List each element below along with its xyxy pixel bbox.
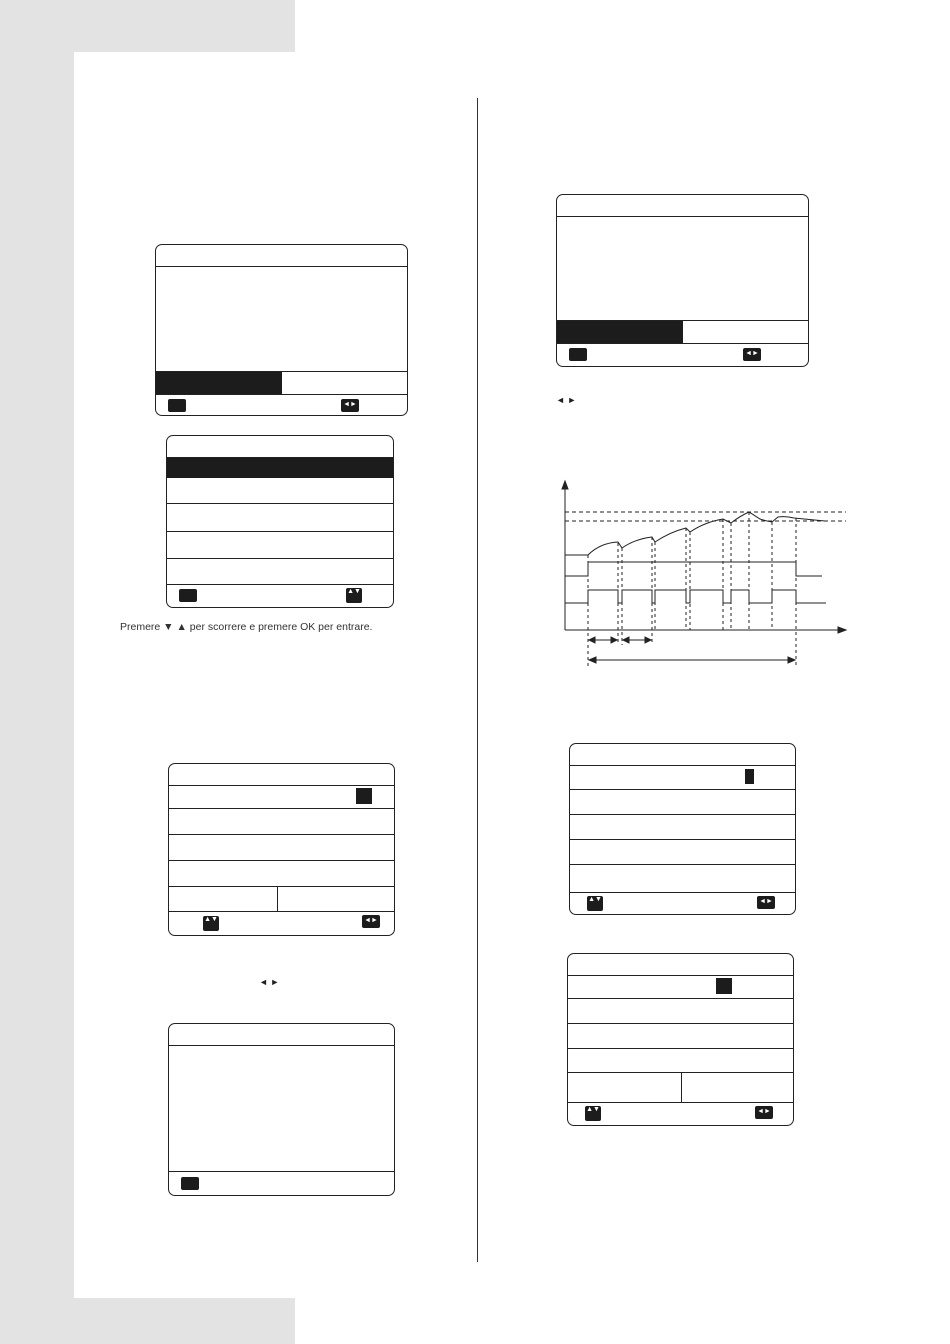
- footer-divider: [568, 1102, 793, 1103]
- form-row-divider: [570, 814, 795, 815]
- footer-divider: [570, 892, 795, 893]
- up-down-key-icon[interactable]: ▲▼: [203, 916, 219, 931]
- temperature-curve: [565, 512, 825, 555]
- form-row-divider: [568, 998, 793, 999]
- left-right-key-icon[interactable]: ◄►: [341, 399, 359, 412]
- up-down-key-icon[interactable]: ▲▼: [585, 1106, 601, 1121]
- left-right-key-icon[interactable]: ◄►: [743, 348, 761, 361]
- upper-signal-wave: [565, 562, 822, 576]
- controller-screen-form-2: [569, 743, 796, 915]
- screen-title-divider: [568, 975, 793, 976]
- form-row-divider: [568, 1023, 793, 1024]
- left-right-key-icon[interactable]: ◄►: [757, 896, 775, 909]
- form-row-divider: [570, 789, 795, 790]
- form-row-divider: [568, 1048, 793, 1049]
- form-row-divider: [570, 864, 795, 865]
- left-right-hint: ◄ ►: [556, 395, 577, 405]
- up-down-key-icon[interactable]: ▲▼: [587, 896, 603, 911]
- vertical-axis-arrow: [562, 481, 568, 489]
- horizontal-axis-arrow: [838, 627, 846, 633]
- cursor-block[interactable]: [745, 769, 754, 784]
- left-right-key-icon[interactable]: ◄►: [362, 915, 380, 928]
- cursor-block[interactable]: [716, 978, 732, 994]
- controller-screen-form-3: [567, 953, 794, 1126]
- form-row-divider: [570, 839, 795, 840]
- lower-pulse-wave: [565, 590, 826, 603]
- up-down-key-icon[interactable]: ▲▼: [346, 588, 362, 603]
- left-right-hint: ◄ ►: [259, 977, 280, 987]
- left-right-key-icon[interactable]: ◄►: [755, 1106, 773, 1119]
- instruction-caption: Premere ▼ ▲ per scorrere e premere OK per entrare.: [120, 621, 373, 633]
- screen-title-divider: [570, 765, 795, 766]
- options-split: [681, 1072, 682, 1102]
